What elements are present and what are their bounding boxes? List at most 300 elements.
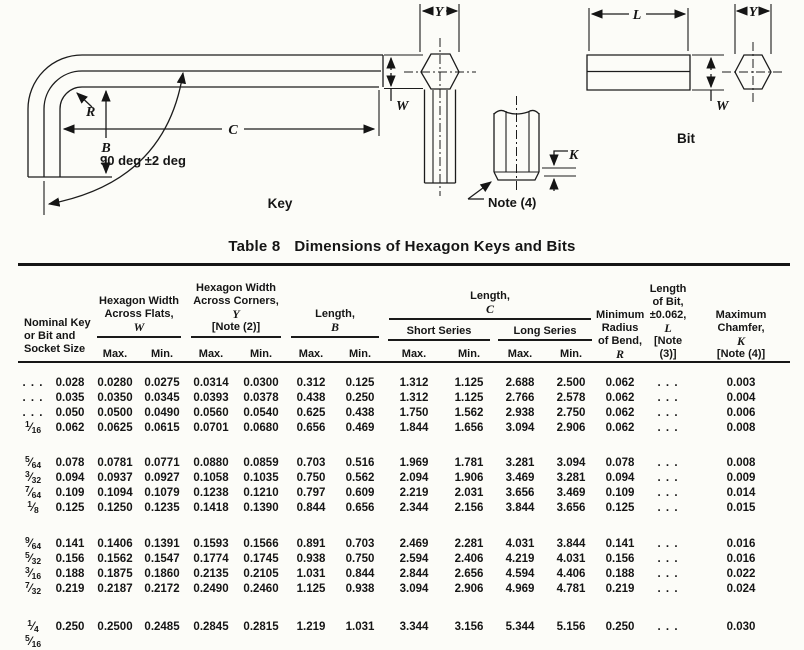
table-cell: 0.0300 (243, 376, 279, 389)
table-cell: 0.1547 (144, 552, 180, 565)
key-tip-chamfer-detail (468, 96, 576, 199)
table-cell: 0.562 (345, 471, 375, 484)
table-cell: . . . (657, 620, 679, 633)
table-cell: 0.2460 (243, 582, 279, 595)
table-cell: 3.844 (556, 537, 586, 550)
table-cell: 2.344 (399, 501, 429, 514)
table-cell: 0.609 (345, 486, 375, 499)
table-cell: 0.469 (345, 421, 375, 434)
table-cell: 0.094 (605, 471, 635, 484)
header-line: L (664, 320, 672, 335)
table-cell: 2.766 (505, 391, 535, 404)
angle-arc-arrow (49, 73, 183, 204)
header-width-across-corners (186, 265, 286, 343)
table-cell: 0.0880 (193, 456, 229, 469)
table-cell: 0.078 (55, 456, 85, 469)
key-side-view-drawing (28, 55, 383, 215)
table-cell: 0.516 (345, 456, 375, 469)
table-cell: 1.125 (296, 582, 326, 595)
table-cell: 0.0314 (193, 376, 229, 389)
table-cell (48, 635, 92, 650)
table-cell (596, 635, 644, 650)
table-row (18, 456, 790, 471)
table-cell: . . . (657, 537, 679, 550)
table-cell: 1.312 (399, 376, 429, 389)
header-line: Across Corners, (193, 294, 279, 307)
table-cell: 0.0781 (97, 456, 133, 469)
table-cell: 0.050 (55, 406, 85, 419)
header-y-min: Min. (236, 343, 286, 362)
table-cell: 2.906 (556, 421, 586, 434)
table-cell: 0.062 (605, 376, 635, 389)
table-row (18, 582, 790, 597)
table-cell: . . . (657, 376, 679, 389)
diagram-area (0, 0, 804, 241)
table-cell: 0.028 (55, 376, 85, 389)
table-cell: 0.0771 (144, 456, 180, 469)
row-group-spacer (18, 597, 790, 620)
table-cell: 3.656 (556, 501, 586, 514)
table-cell: $^5⁄_{64}$ (24, 453, 42, 470)
key-caption: Key (267, 196, 293, 211)
table-cell: 0.0500 (97, 406, 133, 419)
table-cell: $^7⁄_{32}$ (24, 579, 42, 596)
table-cell: 0.891 (296, 537, 326, 550)
table-cell: 3.281 (556, 471, 586, 484)
note4-label: Note (4) (488, 195, 537, 210)
table-cell: 2.906 (454, 582, 484, 595)
table-cell: 0.1875 (97, 567, 133, 580)
table-cell: 0.141 (605, 537, 635, 550)
table-cell: 0.0540 (243, 406, 279, 419)
table-cell: 0.1860 (144, 567, 180, 580)
table-cell: 0.0560 (193, 406, 229, 419)
table-cell: 0.188 (55, 567, 85, 580)
table-cell: 1.031 (345, 620, 375, 633)
table-cell (644, 635, 692, 650)
table-cell: 0.1745 (243, 552, 279, 565)
table-cell: $^1⁄_8$ (27, 498, 39, 515)
table-row (18, 471, 790, 486)
table-cell: 2.688 (505, 376, 535, 389)
table-cell: 2.094 (399, 471, 429, 484)
header-b-max: Max. (286, 343, 336, 362)
table-row (18, 376, 790, 391)
table-cell: 0.797 (296, 486, 326, 499)
table-cell: 0.1210 (243, 486, 279, 499)
table-cell: 0.656 (345, 501, 375, 514)
table-cell: 0.1250 (97, 501, 133, 514)
table-cell: 0.2172 (144, 582, 180, 595)
table-cell: 4.406 (556, 567, 586, 580)
table-cell: 0.062 (605, 391, 635, 404)
table-cell: 0.125 (605, 501, 635, 514)
header-w-min: Min. (138, 343, 186, 362)
table-cell: 0.156 (605, 552, 635, 565)
table-cell: 0.2845 (193, 620, 229, 633)
table-cell: 0.2105 (243, 567, 279, 580)
table-cell: 3.656 (505, 486, 535, 499)
table-cell: 2.938 (505, 406, 535, 419)
table-cell: 0.1235 (144, 501, 180, 514)
table-cell: 0.0680 (243, 421, 279, 434)
table-cell: 0.656 (296, 421, 326, 434)
header-width-across-flats (92, 265, 186, 343)
header-line: [Note (4)] (716, 347, 766, 360)
table-cell: 4.781 (556, 582, 586, 595)
label-w-key: W (396, 99, 409, 114)
header-line: Radius (601, 321, 639, 334)
table-cell: . . . (22, 391, 44, 404)
table-cell: 0.438 (345, 406, 375, 419)
table-cell: $^9⁄_{64}$ (24, 534, 42, 551)
table-cell: 0.1035 (243, 471, 279, 484)
table-row (18, 391, 790, 406)
header-line: R (616, 346, 625, 361)
table-cell: 1.750 (399, 406, 429, 419)
header-line: Hexagon Width (99, 294, 179, 307)
label-r: R (86, 105, 96, 120)
header-line: Length, (315, 307, 355, 320)
table-cell: 0.2490 (193, 582, 229, 595)
header-clong-min: Min. (546, 343, 596, 362)
header-length-b (286, 265, 384, 343)
table-cell (546, 635, 596, 650)
spacer-cell (18, 516, 790, 537)
table-cell: 0.219 (55, 582, 85, 595)
table-cell: 0.250 (605, 620, 635, 633)
table-body (18, 362, 790, 650)
table-cell: 0.0393 (193, 391, 229, 404)
table-cell: 0.844 (296, 501, 326, 514)
table-cell: 0.1562 (97, 552, 133, 565)
header-clong-max: Max. (494, 343, 546, 362)
table-cell: 4.031 (505, 537, 535, 550)
table-cell: 0.1418 (193, 501, 229, 514)
table-cell: 3.281 (505, 456, 535, 469)
header-radius-of-bend (596, 265, 644, 362)
table-cell: 0.188 (605, 567, 635, 580)
table-cell: . . . (657, 567, 679, 580)
table-cell: 0.125 (345, 376, 375, 389)
header-cshort-max: Max. (384, 343, 444, 362)
table-cell: 0.938 (345, 582, 375, 595)
table-cell: 0.009 (726, 471, 756, 484)
header-short-series: Short Series (384, 321, 494, 343)
table-cell (692, 635, 790, 650)
header-line: ±0.062, (649, 308, 687, 321)
header-w-max: Max. (92, 343, 138, 362)
table-cell: 2.219 (399, 486, 429, 499)
table-cell: . . . (657, 582, 679, 595)
table-cell (186, 635, 236, 650)
table-cell (138, 635, 186, 650)
header-line: Maximum (715, 308, 767, 321)
table-cell: 3.469 (505, 471, 535, 484)
table-cell: 3.094 (556, 456, 586, 469)
table-cell: . . . (657, 501, 679, 514)
table-cell: 0.219 (605, 582, 635, 595)
table-cell: 0.2815 (243, 620, 279, 633)
table-cell: . . . (657, 421, 679, 434)
header-length-c (384, 265, 596, 321)
table-cell: 1.969 (399, 456, 429, 469)
table-cell: 0.750 (345, 552, 375, 565)
table-cell: 0.109 (605, 486, 635, 499)
table-cell: 0.1406 (97, 537, 133, 550)
table-cell: 0.2187 (97, 582, 133, 595)
header-line: of Bit, (652, 295, 684, 308)
table-cell: 0.938 (296, 552, 326, 565)
label-k: K (569, 148, 579, 163)
table-cell: 0.156 (55, 552, 85, 565)
table-cell: 0.062 (605, 406, 635, 419)
header-line: Length, (470, 289, 510, 302)
table-cell: . . . (657, 552, 679, 565)
table-cell (236, 635, 286, 650)
partial-table-row (18, 635, 790, 650)
table-cell: 5.344 (505, 620, 535, 633)
row-group-spacer (18, 362, 790, 376)
table-cell: 1.031 (296, 567, 326, 580)
table-cell: 0.750 (296, 471, 326, 484)
table-cell: 0.094 (55, 471, 85, 484)
table-cell: . . . (657, 486, 679, 499)
table-cell: 0.438 (296, 391, 326, 404)
table-number: Table 8 (228, 238, 281, 255)
table-cell: 2.594 (399, 552, 429, 565)
table-cell: 0.062 (605, 421, 635, 434)
header-line: B (331, 319, 340, 334)
table-cell: 4.219 (505, 552, 535, 565)
table-cell: 1.312 (399, 391, 429, 404)
header-nominal-size (18, 265, 92, 362)
table-cell: 0.0345 (144, 391, 180, 404)
table-cell: 2.656 (454, 567, 484, 580)
table-cell: $^7⁄_{64}$ (24, 483, 42, 500)
table-cell: 3.469 (556, 486, 586, 499)
table-cell: 3.094 (505, 421, 535, 434)
table-row (18, 406, 790, 421)
table-cell: 4.594 (505, 567, 535, 580)
table-cell: 0.1058 (193, 471, 229, 484)
table-cell: 0.1593 (193, 537, 229, 550)
header-line: Socket Size (24, 342, 86, 355)
table-cell: . . . (22, 376, 44, 389)
label-y-bit: Y (748, 5, 758, 20)
table-cell: 1.125 (454, 391, 484, 404)
table-cell: 0.062 (55, 421, 85, 434)
header-cshort-min: Min. (444, 343, 494, 362)
table-cell: $^3⁄_{32}$ (24, 468, 42, 485)
table-cell: $^3⁄_{16}$ (24, 564, 42, 581)
row-group-spacer (18, 516, 790, 537)
header-max-chamfer (692, 265, 790, 362)
label-l-bit: L (632, 8, 642, 23)
table-cell: 1.219 (296, 620, 326, 633)
header-line: Length (649, 282, 687, 295)
table-row (18, 501, 790, 516)
spacer-cell (18, 362, 790, 376)
table-cell: 0.844 (345, 567, 375, 580)
table-cell: 0.004 (726, 391, 756, 404)
table-cell: 2.031 (454, 486, 484, 499)
header-line: Y (232, 306, 240, 321)
table-cell: 3.344 (399, 620, 429, 633)
table-cell: 0.0350 (97, 391, 133, 404)
table-cell (336, 635, 384, 650)
table-cell: 1.656 (454, 421, 484, 434)
table-cell: 0.0615 (144, 421, 180, 434)
table-cell: 0.1390 (243, 501, 279, 514)
spacer-cell (18, 597, 790, 620)
table-cell: 2.156 (454, 501, 484, 514)
table-cell: 0.250 (345, 391, 375, 404)
table-cell: 2.406 (454, 552, 484, 565)
table-cell: 2.281 (454, 537, 484, 550)
spacer-cell (18, 436, 790, 456)
table-cell: 0.015 (726, 501, 756, 514)
table-cell: 0.0937 (97, 471, 133, 484)
table-title (0, 238, 804, 255)
table-cell: 0.014 (726, 486, 756, 499)
row-group-spacer (18, 436, 790, 456)
table-cell: $^5⁄_{16}$ (24, 632, 42, 649)
table-cell (286, 635, 336, 650)
table-cell: 0.030 (726, 620, 756, 633)
table-cell (494, 635, 546, 650)
table-cell: 2.500 (556, 376, 586, 389)
table-cell: 0.1238 (193, 486, 229, 499)
table-cell: 0.003 (726, 376, 756, 389)
table-cell: $^1⁄_{16}$ (24, 418, 42, 435)
dimensions-table (18, 263, 790, 650)
table-cell: 0.2485 (144, 620, 180, 633)
table-cell: 0.022 (726, 567, 756, 580)
table-cell: 2.750 (556, 406, 586, 419)
table-row (18, 552, 790, 567)
table-cell: 0.2135 (193, 567, 229, 580)
table-cell: 4.031 (556, 552, 586, 565)
table-cell (444, 635, 494, 650)
table-cell: $^5⁄_{32}$ (24, 549, 42, 566)
table-cell: 5.156 (556, 620, 586, 633)
table-cell: 1.844 (399, 421, 429, 434)
table-row (18, 486, 790, 501)
header-line: Chamfer, (717, 321, 765, 334)
table-cell: 0.2500 (97, 620, 133, 633)
table-cell: 3.844 (505, 501, 535, 514)
header-line: [Note (2)] (211, 320, 261, 333)
label-b: B (101, 141, 111, 156)
header-line: C (486, 301, 495, 316)
table-cell: . . . (22, 406, 44, 419)
table-cell: 0.125 (55, 501, 85, 514)
label-y-key: Y (434, 5, 444, 20)
table-cell: 2.578 (556, 391, 586, 404)
table-row (18, 620, 790, 635)
header-y-max: Max. (186, 343, 236, 362)
table-row (18, 567, 790, 582)
table-cell: 0.0927 (144, 471, 180, 484)
table-cell: 0.0280 (97, 376, 133, 389)
table-cell: 0.1094 (97, 486, 133, 499)
table-cell: . . . (657, 391, 679, 404)
table-cell: 0.078 (605, 456, 635, 469)
header-line: Across Flats, (104, 307, 174, 320)
table-cell: $^1⁄_4$ (27, 617, 39, 634)
table-cell: 0.1079 (144, 486, 180, 499)
header-line: Minimum (596, 308, 645, 321)
table-cell: 0.035 (55, 391, 85, 404)
table-cell: 3.094 (399, 582, 429, 595)
table-cell: 0.006 (726, 406, 756, 419)
table-cell: 0.703 (345, 537, 375, 550)
table-cell: . . . (657, 406, 679, 419)
header-length-of-bit (644, 265, 692, 362)
table-cell: 0.1391 (144, 537, 180, 550)
table-cell: 0.250 (55, 620, 85, 633)
table-cell: 0.1774 (193, 552, 229, 565)
table-cell: 0.312 (296, 376, 326, 389)
table-cell: 2.844 (399, 567, 429, 580)
header-line: [Note (3)] (653, 334, 683, 360)
table-cell: 0.016 (726, 552, 756, 565)
table-cell: . . . (657, 456, 679, 469)
table-cell: . . . (657, 471, 679, 484)
table-header (18, 265, 790, 362)
bit-side-view-drawing (587, 8, 724, 101)
table-cell: 1.781 (454, 456, 484, 469)
table-cell: 0.0275 (144, 376, 180, 389)
table-cell: 0.0701 (193, 421, 229, 434)
table-cell: 0.008 (726, 456, 756, 469)
table-cell: 0.0378 (243, 391, 279, 404)
table-cell: 2.469 (399, 537, 429, 550)
header-b-min: Min. (336, 343, 384, 362)
table-cell: 0.0859 (243, 456, 279, 469)
header-long-series: Long Series (494, 321, 596, 343)
table-cell: 0.0490 (144, 406, 180, 419)
table-cell: 4.969 (505, 582, 535, 595)
table-cell: 0.016 (726, 537, 756, 550)
table-cell: 1.906 (454, 471, 484, 484)
table-cell: 0.625 (296, 406, 326, 419)
table-row (18, 421, 790, 436)
table-cell: 0.024 (726, 582, 756, 595)
bit-caption: Bit (677, 131, 695, 146)
table-title-text: Dimensions of Hexagon Keys and Bits (294, 238, 576, 255)
table-cell: 0.008 (726, 421, 756, 434)
table-cell: 3.156 (454, 620, 484, 633)
table-cell: 0.0625 (97, 421, 133, 434)
table-cell (92, 635, 138, 650)
header-line: or Bit and (24, 329, 76, 342)
table-cell (384, 635, 444, 650)
header-line: Nominal Key (24, 316, 91, 329)
hex-key-and-bit-figure (0, 0, 804, 236)
label-w-bit: W (716, 99, 729, 114)
label-c: C (228, 123, 238, 138)
table-cell: 0.109 (55, 486, 85, 499)
table-row (18, 537, 790, 552)
header-line: Hexagon Width (196, 281, 276, 294)
header-line: K (737, 333, 746, 348)
table-cell: 0.1566 (243, 537, 279, 550)
table-cell: 0.141 (55, 537, 85, 550)
header-line: W (133, 319, 145, 334)
table-cell: 1.562 (454, 406, 484, 419)
